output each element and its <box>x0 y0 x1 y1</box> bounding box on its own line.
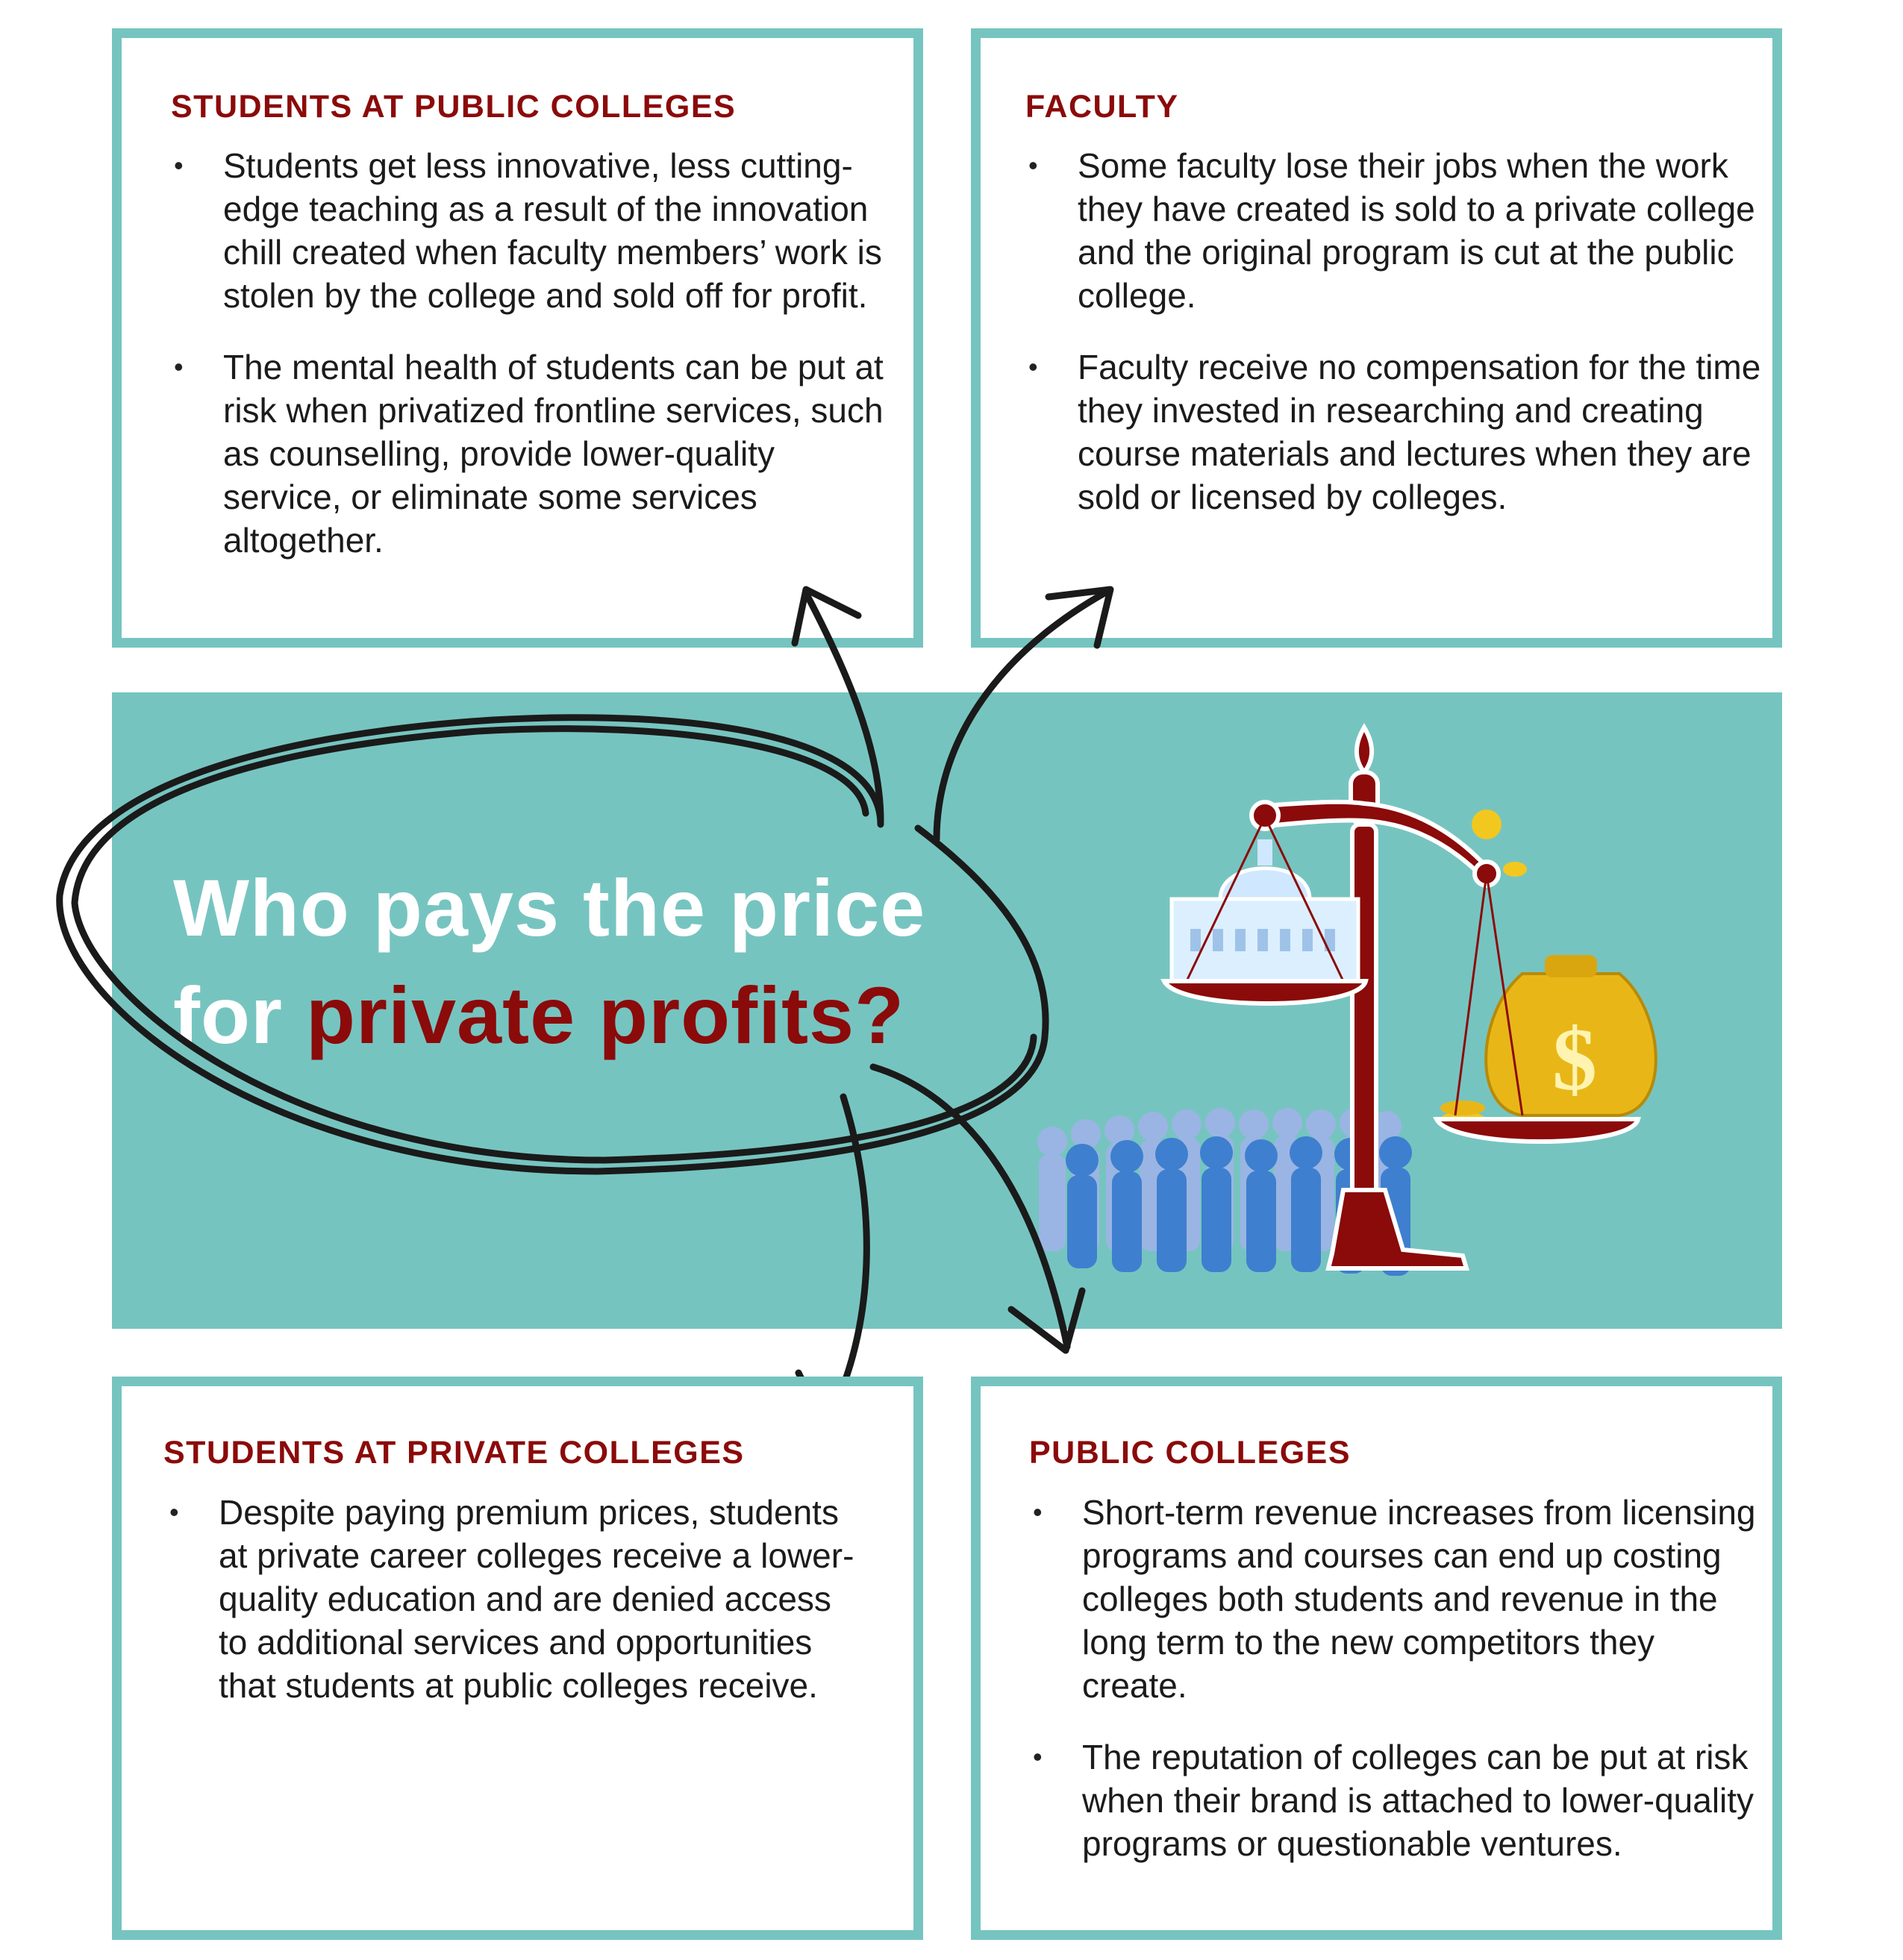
bullet-item <box>1022 345 1761 519</box>
bullet-icon: • <box>174 351 184 382</box>
panel-title: FACULTY <box>1025 89 1179 125</box>
bullet-list <box>163 1491 865 1735</box>
bullet-list <box>1022 144 1761 547</box>
panel-students-public-colleges <box>112 28 923 648</box>
bullet-text: Short-term revenue increases from licensing programs and courses can end up costing colleges both students and revenue in the long term to the new competitors they create. <box>1082 1493 1756 1705</box>
bullet-text: The reputation of colleges can be put at risk when their brand is attached to lower-quality programs or questionable ventures. <box>1082 1738 1754 1863</box>
bullet-item <box>163 1491 865 1707</box>
bullet-icon: • <box>1033 1741 1043 1772</box>
headline-line-2-prefix: for <box>173 970 306 1060</box>
scale-illustration <box>1030 713 1851 1309</box>
bullet-item <box>168 144 884 317</box>
bullet-icon: • <box>1028 351 1038 382</box>
bullet-list <box>1027 1491 1766 1894</box>
bullet-item <box>1022 144 1761 317</box>
bullet-text: The mental health of students can be put at risk when privatized frontline services, such as counselling, provide lower-quality service, or eliminate some services altogether. <box>223 348 884 560</box>
bullet-text: Faculty receive no compensation for the time they invested in researching and creating course materials and lectures when they are sold or licensed by colleges. <box>1078 348 1761 516</box>
bullet-icon: • <box>169 1497 179 1527</box>
panel-faculty <box>971 28 1782 648</box>
headline-line-2-emphasis: private profits? <box>305 970 905 1060</box>
headline <box>173 854 925 1069</box>
headline-line-1: Who pays the price <box>173 862 926 953</box>
bullet-item <box>168 345 884 562</box>
bullet-text: Students get less innovative, less cutting-edge teaching as a result of the innovation chill created when faculty members’ work is stolen by the college and sold off for profit. <box>223 146 882 315</box>
panel-title: PUBLIC COLLEGES <box>1029 1435 1352 1471</box>
dollar-sign: $ <box>1552 1009 1597 1109</box>
panel-students-private-colleges <box>112 1377 923 1940</box>
bullet-icon: • <box>174 150 184 181</box>
bullet-item <box>1027 1735 1766 1865</box>
bullet-text: Some faculty lose their jobs when the work they have created is sold to a private college and the original program is cut at the public college. <box>1078 146 1755 315</box>
bullet-list <box>168 144 884 590</box>
college-building-icon <box>1172 839 1358 981</box>
panel-title: STUDENTS AT PRIVATE COLLEGES <box>163 1435 745 1471</box>
panel-title: STUDENTS AT PUBLIC COLLEGES <box>171 89 737 125</box>
bullet-item <box>1027 1491 1766 1707</box>
panel-public-colleges <box>971 1377 1782 1940</box>
bullet-icon: • <box>1028 150 1038 181</box>
bullet-text: Despite paying premium prices, students at private career colleges receive a lower-quality education and are denied access to additional services and opportunities that students at public colleges receive. <box>219 1493 854 1705</box>
bullet-icon: • <box>1033 1497 1043 1527</box>
